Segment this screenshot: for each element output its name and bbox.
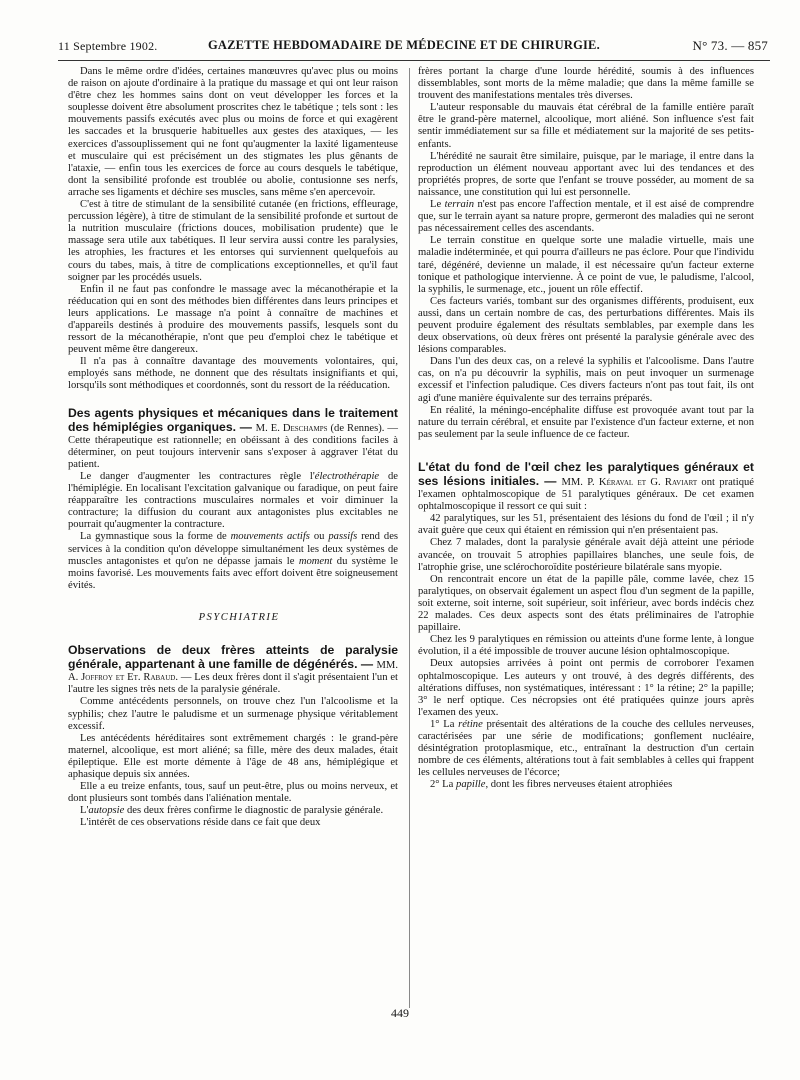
paragraph: Chez 7 malades, dont la paralysie générale avait déjà atteint une période avancée, on trouvait 5 atrophies papillaires blanches, une seule fois, de l'atrophie grise, une sclérochoroïdite postérieure bilatérale sans myopie. <box>418 537 754 573</box>
paragraph: Comme antécédents personnels, on trouve chez l'un l'alcoolisme et la syphilis; chez l'autre le paludisme et un surmenage physique véritablement excessif. <box>68 696 398 732</box>
paragraph: Ces facteurs variés, tombant sur des organismes différents, produisent, eux aussi, dans un certain nombre de cas, des perturbations différentes. Mais ils peuvent produire également des résultats semblables, par exemple dans les deux observations, où deux frères ont présenté la paralysie générale avec des lésions comparables. <box>418 295 754 356</box>
issue-number: N° 73. — 857 <box>692 38 768 53</box>
header-rule <box>58 60 770 61</box>
paragraph: Elle a eu treize enfants, tous, sauf un peut-être, plus ou moins nerveux, et dont plusieurs sont tombés dans l'aliénation mentale. <box>68 781 398 805</box>
paragraph: Enfin il ne faut pas confondre le massage avec la mécanothérapie et la rééducation qui en sont des méthodes bien différentes dans leurs principes et leurs applications. Le massage n'a point à connaître de machines et d'appareils destinés à produire des mouvements passifs, lesquels sont du ressort de la mécanothérapie, n'ont que peu d'emploi chez le tabétique et peuvent même être dangereux. <box>68 283 398 356</box>
article-title: L'état du fond de l'œil chez les paralytiques généraux et ses lésions initiales. <box>418 459 754 488</box>
paragraph: L'auteur responsable du mauvais état cérébral de la famille entière paraît être le grand-père maternel, alcoolique, mort aliéné. Son influence s'est fait sentir immédiatement sur sa fille et médiatement sur la majorité de ses petits-enfants. <box>418 102 754 150</box>
paragraph: frères portant la charge d'une lourde hérédité, soumis à des influences dissemblables, sont morts de la même maladie; que dans la même famille se trouvent des manifestations mentales très diverses. <box>418 66 754 102</box>
article-deschamps: Des agents physiques et mécaniques dans le traitement des hémiplégies organiques. — M. E. Deschamps (de Rennes). — Cette thérapeutique est rationnelle; en obéissant à des conditions faciles à déterminer, on peut toujours intervenir sans s'exposer à aggraver l'état du patient. <box>68 405 398 470</box>
page-number: 449 <box>391 1006 409 1020</box>
paragraph: Il n'a pas à connaître davantage des mouvements volontaires, qui, employés sans méthode, ne donnent que des résultats insignifiants et qui, lorsqu'ils sont méthodiques et coordonnés, sont du ressort de la rééducation. <box>68 356 398 392</box>
left-column <box>68 66 398 829</box>
paragraph: 1° La rétine présentait des altérations de la couche des cellules nerveuses, caractérisées par une série de modifications; gonflement nucléaire, désintégration protoplasmique, etc., entraînant la destruction d'un certain nombre de ces éléments, altérations tout à fait semblables à celles qui frappent les cellules nerveuses de l'écorce; <box>418 718 754 779</box>
paragraph: Deux autopsies arrivées à point ont permis de corroborer l'examen ophtalmoscopique. Les auteurs y ont trouvé, à des degrés différents, des altérations diffuses, non systématiques, intéressant : 1° la rétine; 2° la papille; 3° le nerf optique. Ces nécropsies ont été pratiquées quinze jours après l'examen des yeux. <box>418 658 754 718</box>
article-title: Des agents physiques et mécaniques dans le traitement des hémiplégies organiques. <box>68 405 398 434</box>
paragraph: L'intérêt de ces observations réside dans ce fait que deux <box>80 817 321 829</box>
paragraph: L'autopsie des deux frères confirme le diagnostic de paralysie générale. <box>80 805 384 817</box>
paragraph: C'est à titre de stimulant de la sensibilité cutanée (en frictions, effleurage, percussion légère), à titre de stimulant de la sensibilité profonde et surtout de la nutrition musculaire (frictions douces, mobilisation prudente) que le massage sera utile aux tabétiques. Il leur servira aussi contre les paralysies, les atrophies, les fractures et les entorses qui surviennent quelquefois au cours du tabes, mais, à titre de complications exceptionnelles, et qu'il faut soigner par les procédés usuels. <box>68 199 398 283</box>
paragraph: On rencontrait encore un état de la papille pâle, comme lavée, chez 15 paralytiques, on observait également un aspect flou d'un segment de la papille, soit externe, soit interne, soit supérieur, soit inférieur, avec bords indécis chez 22 malades. Ces deux aspects sont des états préliminaires de l'atrophie papillaire. <box>418 573 754 634</box>
article-title: Observations de deux frères atteints de paralysie générale, appartenant à une famille de dégénérés. <box>68 643 398 672</box>
paragraph: La gymnastique sous la forme de mouvements actifs ou passifs rend des services à la condition qu'on développe simultanément les deux systèmes de muscles antagonistes et qu'on ne dépasse jamais le moment du système le moins favorisé. Les mouvements faits avec effort doivent être soigneusement évités. <box>68 531 399 591</box>
paragraph: L'hérédité ne saurait être similaire, puisque, par le mariage, il entre dans la reproduction un élément nouveau apportant avec lui des tendances et des propriétés propres, de sorte que l'enfant se trouve posséder, au moment de sa naissance, une constitution qui lui est personnelle. <box>418 150 754 198</box>
paragraph: Chez les 9 paralytiques en rémission ou atteints d'une forme lente, à longue évolution, il a été impossible de trouver aucune lésion ophtalmoscopique. <box>418 634 754 658</box>
column-divider <box>409 68 410 1008</box>
article-author: M. E. Deschamps <box>255 422 328 434</box>
paragraph: 42 paralytiques, sur les 51, présentaient des lésions du fond de l'œil ; il n'y avait guère que ceux qui étaient en rémission qui n'en présentaient pas. <box>418 513 754 537</box>
paragraph: Le terrain n'est pas encore l'affection mentale, et il est aisé de comprendre que, sur le terrain ayant sa nature propre, germeront des maladies qui ne seront pas nécessairement celles des ascendants. <box>418 199 754 235</box>
paragraph: Le danger d'augmenter les contractures règle l'électrothérapie de l'hémiplégie. En localisant l'excitation galvanique ou faradique, on peut faire réapparaître les contractions musculaires normales et voir diminuer la contracture; la diffusion du courant aux antagonistes plus excitables ne pourrait qu'augmenter la contracture. <box>68 471 398 531</box>
section-heading: PSYCHIATRIE <box>198 611 280 623</box>
right-column <box>418 66 754 791</box>
journal-title: GAZETTE HEBDOMADAIRE DE MÉDECINE ET DE CHIRURGIE. <box>208 38 600 52</box>
paragraph: Dans le même ordre d'idées, certaines manœuvres qu'avec plus ou moins de raison on ajoute d'ordinaire à la pratique du massage et qui ont leur raison d'être chez les hommes sains dont on veut développer les forces et la souplesse doivent être absolument proscrites chez le tabétique ; tels sont : les mouvements passifs exécutés avec plus ou moins de force et qui exagèrent les saccades et la brusquerie habituelles aux gestes des ataxiques, — les exercices d'assouplissement qui ne font qu'augmenter la laxité ligamenteuse et musculaire qui est précisément un des stigmates les plus gênants de l'ataxie, — enfin tous les exercices de force au cours desquels le tabétique, dont la sensibilité profonde est troublée ou abolie, contusionne ses nerfs, arrache ses ligaments et déchire ses muscles, sans même s'en apercevoir. <box>68 66 398 198</box>
paragraph: Les antécédents héréditaires sont extrêmement chargés : le grand-père maternel, alcoolique, est mort aliéné; sa fille, mère des deux malades, était épileptique. Elle est morte démente à l'âge de 48 ans, hémiplégique et aphasique depuis six années. <box>68 732 398 780</box>
issue-date: 11 Septembre 1902. <box>58 39 158 53</box>
article-joffroy: Observations de deux frères atteints de paralysie générale, appartenant à une famille de dégénérés. — MM. A. Joffroy et Et. Rabaud. — Les deux frères dont il s'agit présentaient l'un et l'autre les signes très nets de la paralysie générale. <box>68 643 398 696</box>
paragraph: Dans l'un des deux cas, on a relevé la syphilis et l'alcoolisme. Dans l'autre cas, on n'a pu découvrir la syphilis, mais on peut invoquer un surmenage excessif et l'infection paludique. Ces divers facteurs n'ont pas tout fait, ils ont agi d'une manière équivalente sur des terrains préparés. <box>418 356 754 404</box>
paragraph: Le terrain constitue en quelque sorte une maladie virtuelle, mais une maladie indéterminée, et qui pourra d'ailleurs ne pas éclore. Pour que l'individu taré, dégénéré, devienne un malade, il est nécessaire qu'un facteur externe tonique et pathologique intervienne. À ce point de vue, le paludisme, l'alcool, la syphilis, le surmenage, etc., jouent un rôle effectif. <box>418 235 754 295</box>
article-author: MM. P. Kéraval et G. Raviart <box>561 477 698 488</box>
running-header <box>58 36 768 58</box>
article-keraval: L'état du fond de l'œil chez les paralytiques généraux et ses lésions initiales. — MM. P. Kéraval et G. Raviart ont pratiqué l'examen ophtalmoscopique de 51 paralytiques généraux. De cet examen ophtalmoscopique il ressort ce qui suit : <box>418 459 754 513</box>
paragraph: En réalité, la méningo-encéphalite diffuse est provoquée avant tout par la nature du terrain cérébral, et ensuite par l'existence d'un facteur externe, et non pas seulement par la seule influence de ce facteur. <box>418 404 754 440</box>
article-author: MM. A. Joffroy et Et. Rabaud <box>68 660 398 684</box>
paragraph: 2° La papille, dont les fibres nerveuses étaient atrophiées <box>430 779 673 791</box>
